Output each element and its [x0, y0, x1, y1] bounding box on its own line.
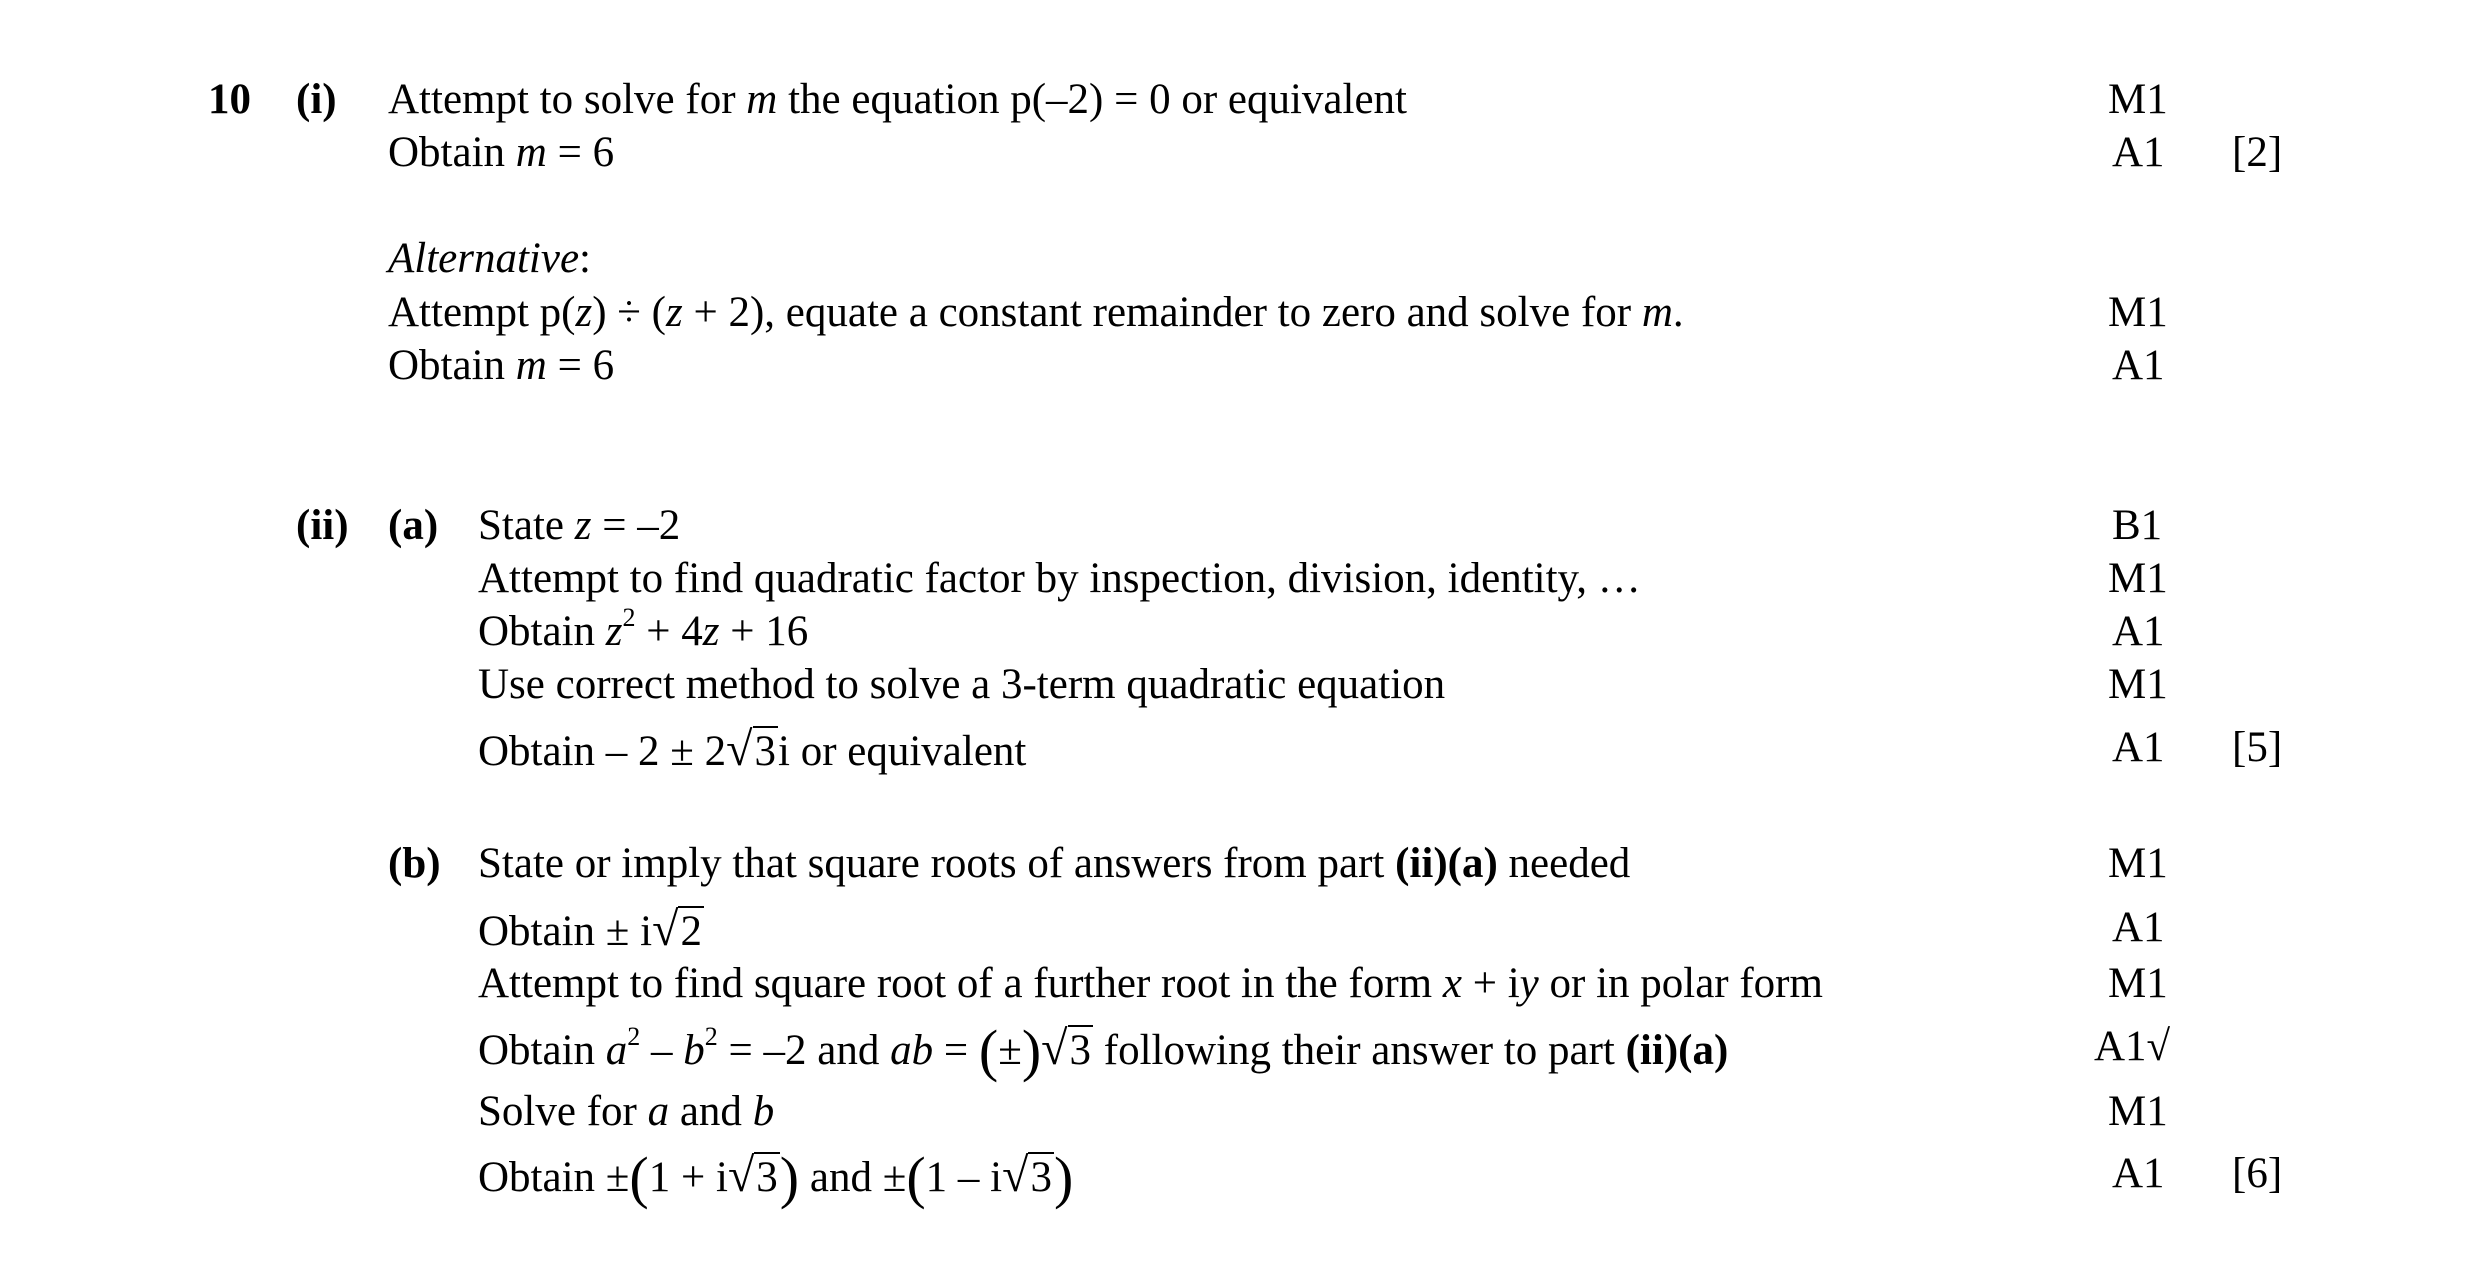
var-z: z: [605, 608, 623, 655]
part-ref: (ii)(a): [1625, 1027, 1729, 1074]
sqrt-sign: √: [652, 903, 679, 956]
ii-b-line-6: [478, 1145, 1074, 1210]
sqrt-sign: √: [726, 723, 753, 776]
plus-minus: ±: [998, 1027, 1022, 1074]
ii-b-line-1: [478, 842, 1630, 885]
left-paren: (: [906, 1145, 926, 1210]
mark: B1: [2112, 502, 2163, 549]
alternative-heading: [388, 237, 591, 280]
var-m: m: [746, 76, 778, 123]
var-x: x: [1442, 960, 1462, 1007]
var-z: z: [575, 289, 593, 336]
text: =: [933, 1027, 979, 1074]
ii-a-line-1: [478, 504, 680, 547]
text: the equation p(–2) = 0 or equivalent: [777, 76, 1407, 123]
var-b: b: [752, 1088, 775, 1135]
var-b: b: [683, 1027, 705, 1074]
var-m: m: [1641, 289, 1673, 336]
sqrt-sign: √: [1002, 1149, 1029, 1202]
mark: M1: [2108, 555, 2168, 602]
radicand: 3: [754, 728, 776, 775]
mark: A1: [2112, 129, 2165, 176]
var-z: z: [702, 608, 720, 655]
right-paren: ): [779, 1145, 800, 1210]
exponent: 2: [627, 1022, 641, 1051]
text: –: [640, 1027, 684, 1074]
mark: A1: [2112, 608, 2165, 655]
part-ii-label: (ii): [296, 502, 349, 549]
right-paren: ): [1021, 1018, 1042, 1083]
plus-minus: ±: [882, 1154, 907, 1201]
part-ii-b-label: (b): [388, 840, 441, 887]
var-z: z: [665, 289, 683, 336]
text: Attempt to solve for: [388, 76, 747, 123]
text: Obtain: [478, 1154, 606, 1201]
exponent: 2: [622, 603, 636, 632]
part-i-line-1: [388, 78, 1407, 121]
var-a: a: [605, 1027, 628, 1074]
left-paren: (: [629, 1145, 649, 1210]
text: + 4: [635, 608, 703, 655]
var-m: m: [515, 342, 547, 389]
text: State or imply that square roots of answers from part: [478, 840, 1396, 887]
mark: M1: [2108, 661, 2168, 708]
text: Attempt p(: [388, 289, 576, 336]
ii-b-line-3: [478, 962, 1823, 1005]
text: Obtain: [478, 908, 606, 955]
var-a: a: [647, 1088, 670, 1135]
ii-b-line-5: [478, 1090, 774, 1133]
text: or in polar form: [1538, 960, 1823, 1007]
text: = 6: [546, 342, 615, 389]
var-m: m: [515, 129, 547, 176]
ii-b-line-4: [478, 1018, 1729, 1083]
ii-a-line-2: Attempt to find quadratic factor by inspection, division, identity, …: [478, 555, 1641, 602]
plus-minus: ±: [605, 1154, 630, 1201]
text: + i: [1461, 960, 1520, 1007]
text: + 16: [719, 608, 809, 655]
text: needed: [1497, 840, 1631, 887]
mark: M1: [2108, 840, 2168, 887]
text: Obtain: [478, 1027, 606, 1074]
text: Solve for: [478, 1088, 648, 1135]
text: .: [1672, 289, 1684, 336]
text: Obtain: [388, 129, 516, 176]
part-total: [2]: [2232, 129, 2283, 176]
radicand: 3: [1030, 1154, 1052, 1201]
math: – 2 ± 2: [605, 728, 727, 775]
part-total: [6]: [2232, 1150, 2283, 1197]
text: = 6: [546, 129, 615, 176]
part-i-line-2: [388, 131, 614, 174]
text: Attempt to find square root of a further root in the form: [478, 960, 1443, 1007]
mark: M1: [2108, 76, 2168, 123]
math: 1 – i: [925, 1154, 1003, 1201]
radicand: 3: [1069, 1027, 1092, 1074]
part-ii-a-label: (a): [388, 502, 439, 549]
text: or equivalent: [789, 728, 1027, 775]
text: and: [799, 1154, 883, 1201]
mark: A1: [2112, 342, 2165, 389]
text: = –2 and: [717, 1027, 891, 1074]
mark: A1: [2112, 1150, 2165, 1197]
math: 1 + i: [648, 1154, 728, 1201]
alt-line-2: [388, 344, 614, 387]
text: Obtain: [478, 728, 606, 775]
ii-a-line-5: [478, 723, 1027, 776]
mark: M1: [2108, 1088, 2168, 1135]
sqrt-sign: √: [1041, 1022, 1068, 1075]
text: State: [478, 502, 575, 549]
text: + 2), equate a constant remainder to zero and solve for: [682, 289, 1642, 336]
mark: M1: [2108, 960, 2168, 1007]
right-paren: ): [1053, 1145, 1074, 1210]
text: ) ÷ (: [592, 289, 666, 336]
text: and: [669, 1088, 753, 1135]
math: ± i: [605, 908, 653, 955]
var-z: z: [574, 502, 592, 549]
ii-a-line-4: Use correct method to solve a 3-term quadratic equation: [478, 661, 1446, 708]
text: following their answer to part: [1093, 1027, 1626, 1074]
left-paren: (: [978, 1018, 999, 1083]
alt-line-1: [388, 291, 1684, 334]
colon: :: [579, 235, 591, 282]
part-ref: (ii)(a): [1395, 840, 1498, 887]
part-total: [5]: [2232, 724, 2283, 771]
radicand: 3: [756, 1154, 778, 1201]
mark: A1√: [2094, 1023, 2171, 1070]
imag-unit: i: [778, 728, 790, 775]
var-ab: ab: [890, 1027, 934, 1074]
text: Obtain: [478, 608, 606, 655]
text: = –2: [591, 502, 681, 549]
alternative-label: Alternative: [388, 235, 580, 282]
var-y: y: [1519, 960, 1539, 1007]
question-number: 10: [208, 76, 251, 123]
part-i-label: (i): [296, 76, 337, 123]
mark: A1: [2112, 904, 2165, 951]
text: Obtain: [388, 342, 516, 389]
mark: M1: [2108, 289, 2168, 336]
radicand: 2: [680, 908, 702, 955]
exponent: 2: [704, 1022, 718, 1051]
mark: A1: [2112, 724, 2165, 771]
ii-a-line-3: [478, 603, 809, 655]
sqrt-sign: √: [727, 1149, 755, 1202]
ii-b-line-2: [478, 903, 704, 956]
